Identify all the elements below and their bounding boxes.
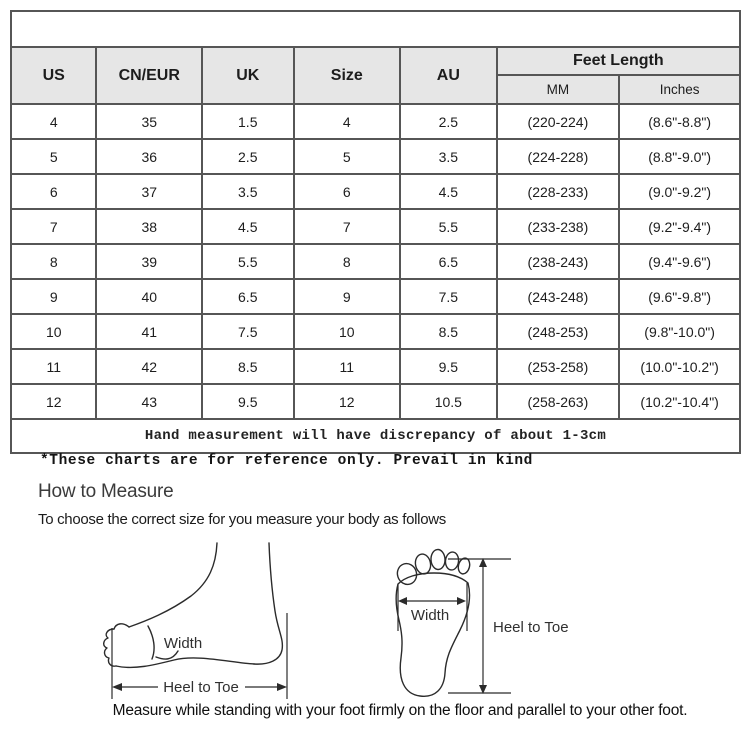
width-leader-line [156, 651, 178, 659]
disclaimer-text: *These charts are for reference only. Prevail in kind [40, 453, 533, 469]
toe-detail [114, 624, 129, 629]
arrowhead-left [112, 683, 122, 691]
table-cell: 8.5 [202, 349, 293, 384]
table-cell: 4 [294, 104, 401, 139]
toe-detail [148, 626, 154, 659]
table-cell: (9.4"-9.6") [619, 244, 740, 279]
table-cell: 11 [294, 349, 401, 384]
table-cell: 3.5 [202, 174, 293, 209]
table-cell: 5.5 [202, 244, 293, 279]
table-cell: (9.8"-10.0") [619, 314, 740, 349]
table-cell: (9.6"-9.8") [619, 279, 740, 314]
table-cell: 6 [11, 174, 96, 209]
table-cell: 7.5 [202, 314, 293, 349]
table-cell: 9.5 [202, 384, 293, 419]
blank-cell [11, 11, 740, 47]
table-row [11, 174, 740, 209]
table-cell: (8.8"-9.0") [619, 139, 740, 174]
table-cell: 4 [11, 104, 96, 139]
toe-outline [445, 551, 460, 570]
heel-to-toe-label: Heel to Toe [493, 619, 569, 636]
table-row [11, 279, 740, 314]
column-header-size: Size [294, 47, 401, 104]
table-cell: 11 [11, 349, 96, 384]
table-cell: 10 [11, 314, 96, 349]
footprint-outline [396, 573, 469, 696]
table-cell: 5 [11, 139, 96, 174]
table-cell: 10.5 [400, 384, 497, 419]
blank-top-row [11, 11, 740, 47]
table-cell: 9 [294, 279, 401, 314]
table-cell: 12 [11, 384, 96, 419]
table-cell: 37 [96, 174, 202, 209]
column-header-au: AU [400, 47, 497, 104]
size-table-body [11, 104, 740, 419]
subheader-mm: MM [497, 75, 620, 104]
table-cell: 7 [294, 209, 401, 244]
table-cell: 39 [96, 244, 202, 279]
column-header-cn-eur: CN/EUR [96, 47, 202, 104]
header-row [11, 47, 740, 75]
table-cell: 43 [96, 384, 202, 419]
table-cell: 35 [96, 104, 202, 139]
sole-outline [116, 658, 254, 668]
note-row [11, 419, 740, 453]
table-cell: 6.5 [400, 244, 497, 279]
column-header-uk: UK [202, 47, 293, 104]
table-cell: 8 [11, 244, 96, 279]
table-cell: 5.5 [400, 209, 497, 244]
arrowhead-right [457, 597, 466, 605]
table-cell: 3.5 [400, 139, 497, 174]
how-to-measure-title: How to Measure [38, 481, 174, 502]
foot-outline [129, 543, 217, 627]
table-cell: (243-248) [497, 279, 620, 314]
foot-outline [254, 543, 282, 664]
table-cell: (238-243) [497, 244, 620, 279]
toe-outline [430, 549, 445, 570]
arrowhead-left [398, 597, 407, 605]
toes-outline [104, 629, 116, 666]
table-cell: 12 [294, 384, 401, 419]
table-cell: (10.0"-10.2") [619, 349, 740, 384]
table-cell: (258-263) [497, 384, 620, 419]
table-row [11, 244, 740, 279]
table-cell: (248-253) [497, 314, 620, 349]
table-cell: 6.5 [202, 279, 293, 314]
table-row [11, 349, 740, 384]
footprint-top-view-diagram [390, 546, 575, 706]
table-cell: 2.5 [400, 104, 497, 139]
table-cell: 8.5 [400, 314, 497, 349]
table-cell: 7.5 [400, 279, 497, 314]
table-cell: (233-238) [497, 209, 620, 244]
how-to-measure-subtitle: To choose the correct size for you measure your body as follows [38, 511, 446, 528]
table-cell: 4.5 [400, 174, 497, 209]
subheader-inches: Inches [619, 75, 740, 104]
table-cell: 1.5 [202, 104, 293, 139]
measurement-note: Hand measurement will have discrepancy of about 1-3cm [11, 419, 740, 453]
width-label: Width [163, 635, 203, 652]
table-row [11, 104, 740, 139]
table-cell: 4.5 [202, 209, 293, 244]
table-cell: (224-228) [497, 139, 620, 174]
heel-to-toe-label: Heel to Toe [163, 679, 239, 696]
table-row [11, 384, 740, 419]
table-cell: (220-224) [497, 104, 620, 139]
table-cell: 8 [294, 244, 401, 279]
table-cell: (8.6"-8.8") [619, 104, 740, 139]
table-cell: (228-233) [497, 174, 620, 209]
table-cell: 42 [96, 349, 202, 384]
table-cell: (10.2"-10.4") [619, 384, 740, 419]
table-cell: 6 [294, 174, 401, 209]
table-cell: 38 [96, 209, 202, 244]
arrowhead-right [277, 683, 287, 691]
table-cell: 41 [96, 314, 202, 349]
table-cell: 7 [11, 209, 96, 244]
table-cell: 9.5 [400, 349, 497, 384]
table-cell: 5 [294, 139, 401, 174]
table-row [11, 314, 740, 349]
table-cell: (9.0"-9.2") [619, 174, 740, 209]
table-cell: 9 [11, 279, 96, 314]
table-cell: (253-258) [497, 349, 620, 384]
column-header-us: US [11, 47, 96, 104]
table-cell: 36 [96, 139, 202, 174]
width-label: Width [410, 607, 450, 624]
table-row [11, 139, 740, 174]
size-conversion-table [10, 10, 741, 454]
table-cell: 40 [96, 279, 202, 314]
column-header-feet-length: Feet Length [497, 47, 740, 75]
table-cell: (9.2"-9.4") [619, 209, 740, 244]
measure-caption: Measure while standing with your foot firmly on the floor and parallel to your other foot. [112, 702, 688, 719]
foot-side-view-diagram [98, 541, 298, 706]
table-row [11, 209, 740, 244]
table-cell: 10 [294, 314, 401, 349]
table-cell: 2.5 [202, 139, 293, 174]
